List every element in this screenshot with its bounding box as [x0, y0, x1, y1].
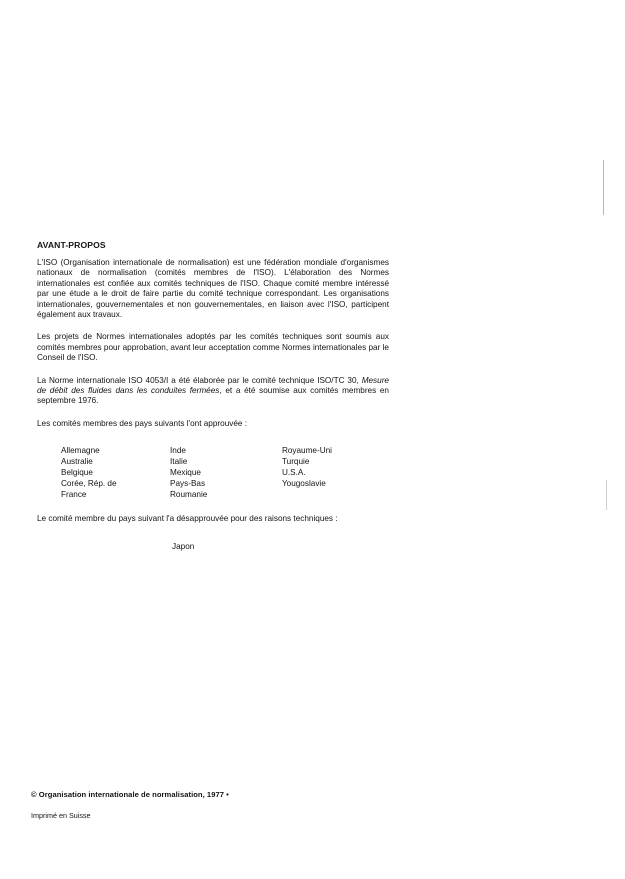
country-item: Mexique — [170, 468, 201, 478]
printed-in-note: Imprimé en Suisse — [31, 811, 91, 820]
country-item: Roumanie — [170, 490, 208, 500]
disapproved-countries — [172, 541, 389, 552]
approved-column-2 — [170, 445, 282, 500]
country-item: Allemagne — [61, 446, 100, 456]
copyright-notice: © Organisation internationale de normalisation, 1977 • — [31, 790, 229, 799]
country-item: Royaume-Uni — [281, 446, 332, 456]
scan-margin-mark — [603, 160, 604, 215]
paragraph-3-text-b: , et a été soumise aux comités membres en septembre 1976. — [37, 386, 389, 406]
approved-column-1 — [61, 445, 170, 500]
country-item: Corée, Rép. de — [61, 479, 117, 489]
foreword-paragraph-1: L'ISO (Organisation internationale de normalisation) est une fédération mondiale d'organismes nationaux de normalisation (comités membres de l'ISO). L'élaboration des Normes internationales est confiée aux comités techniques de l'ISO. Chaque comité membre intéressé par une étude a le droit de faire partie du comité technique correspondant. Les organisations internationales, gouvernementales et non gouvernementales, en liaison avec l'ISO, participent également aux travaux. — [37, 258, 389, 320]
country-item: Turquie — [281, 457, 310, 467]
country-item: Belgique — [61, 468, 93, 478]
country-item: Yougoslavie — [281, 479, 326, 489]
country-item: Japon — [172, 541, 195, 551]
foreword-heading: AVANT-PROPOS — [37, 240, 106, 250]
paragraph-3-text-a: La Norme internationale ISO 4053/I a été élaborée par le comité technique ISO/TC 30, — [37, 375, 362, 385]
foreword-section — [37, 240, 389, 552]
country-item: France — [61, 490, 87, 500]
disapproved-intro: Le comité membre du pays suivant l'a désapprouvée pour des raisons techniques : — [37, 514, 338, 524]
page-footer — [31, 790, 229, 820]
country-item: U.S.A. — [281, 468, 306, 478]
scan-margin-mark — [606, 480, 607, 510]
foreword-paragraph-2: Les projets de Normes internationales adoptés par les comités techniques sont soumis aux comités membres pour approbation, avant leur acceptation comme Normes internationales par le Conseil de l'ISO. — [37, 332, 389, 363]
country-item: Pays-Bas — [170, 479, 206, 489]
country-item: Inde — [170, 446, 186, 456]
foreword-paragraph-3 — [37, 376, 389, 407]
committee-title: Mesure de débit des fluides dans les conduites fermées — [37, 375, 389, 396]
approved-intro: Les comités membres des pays suivants l'ont approuvée : — [37, 418, 247, 428]
approved-countries — [61, 445, 389, 500]
country-item: Italie — [170, 457, 188, 467]
country-item: Australie — [61, 457, 93, 467]
approved-column-3 — [282, 445, 389, 500]
